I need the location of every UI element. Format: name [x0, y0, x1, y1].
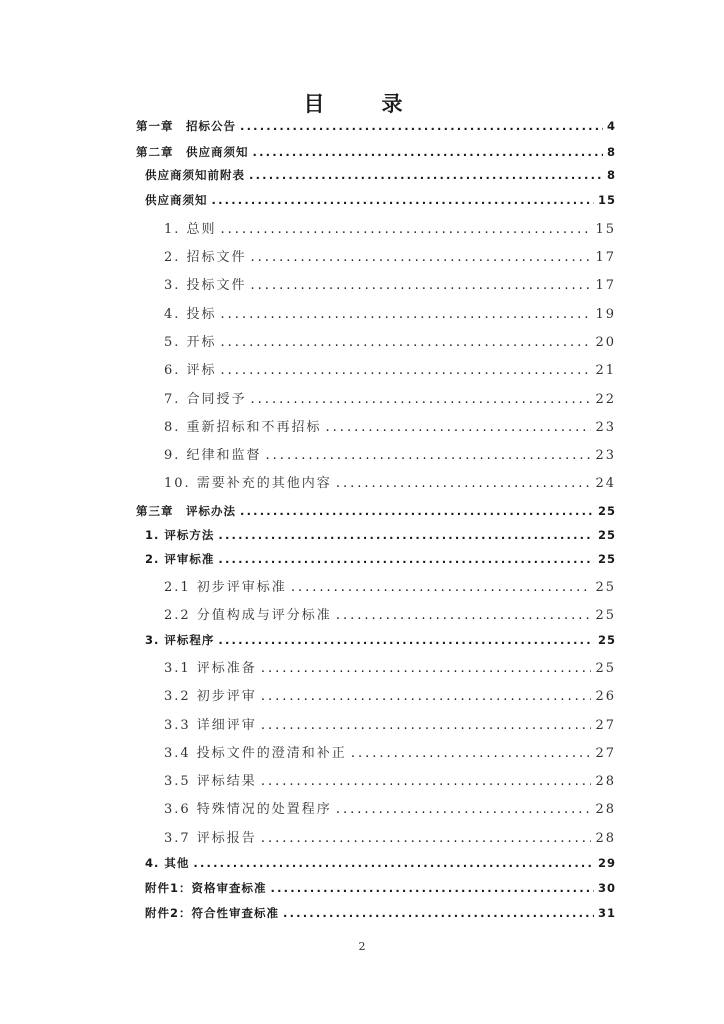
leader-dots — [283, 906, 594, 920]
leader-dots — [212, 193, 594, 207]
toc-entry[interactable] — [164, 331, 616, 350]
toc-entry[interactable] — [164, 444, 616, 463]
toc-entry-label: 5. 开标 — [164, 335, 217, 350]
leader-dots — [261, 689, 592, 704]
toc-entry-page: 25 — [597, 528, 616, 542]
toc-entry-label: 4. 投标 — [164, 307, 217, 322]
toc-entry[interactable] — [164, 576, 616, 595]
toc-entry-label: 3.7 评标报告 — [164, 831, 257, 846]
leader-dots — [240, 504, 594, 518]
toc-entry-page: 28 — [595, 802, 616, 817]
page-number: 2 — [358, 940, 366, 953]
toc-entry-label: 3.6 特殊情况的处置程序 — [164, 802, 332, 817]
toc-entry-label: 3.4 投标文件的澄清和补正 — [164, 746, 347, 761]
toc-entry-page: 22 — [595, 392, 616, 407]
toc-entry-page: 28 — [595, 831, 616, 846]
leader-dots — [240, 119, 603, 133]
toc-entry[interactable] — [164, 770, 616, 789]
toc-entry[interactable] — [136, 118, 616, 134]
toc-entry-page: 25 — [597, 552, 616, 566]
toc-entry[interactable] — [145, 192, 616, 208]
toc-entry[interactable] — [145, 551, 616, 567]
toc-title: 目 录 — [303, 92, 421, 116]
toc-entry-page: 25 — [595, 580, 616, 595]
leader-dots — [221, 363, 592, 378]
leader-dots — [336, 476, 592, 491]
toc-entry-page: 27 — [595, 718, 616, 733]
toc-entry-label: 6. 评标 — [164, 363, 217, 378]
toc-entry-label: 3.1 评标准备 — [164, 661, 257, 676]
toc-entry-page: 25 — [595, 661, 616, 676]
leader-dots — [253, 145, 603, 159]
leader-dots — [271, 881, 594, 895]
toc-entry[interactable] — [164, 472, 616, 491]
toc-entry[interactable] — [164, 416, 616, 435]
toc-entry[interactable] — [164, 303, 616, 322]
leader-dots — [351, 746, 592, 761]
toc-entry-label: 3.3 详细评审 — [164, 718, 257, 733]
toc-entry[interactable] — [164, 714, 616, 733]
toc-entry-label: 7. 合同授予 — [164, 392, 247, 407]
toc-entry[interactable] — [164, 742, 616, 761]
toc-entry-page: 24 — [595, 476, 616, 491]
toc-entry-label: 供应商须知 — [145, 193, 208, 207]
toc-entry-page: 20 — [595, 335, 616, 350]
toc-entry-page: 23 — [595, 448, 616, 463]
toc-entry[interactable] — [145, 905, 616, 921]
leader-dots — [218, 633, 594, 647]
toc-entry-page: 4 — [606, 119, 616, 133]
toc-entry[interactable] — [164, 685, 616, 704]
toc-entry-label: 4. 其他 — [145, 856, 190, 870]
toc-entry-page: 25 — [597, 504, 616, 518]
toc-entry-label: 附件1：资格审查标准 — [145, 881, 267, 895]
toc-entry-page: 21 — [595, 363, 616, 378]
toc-entry[interactable] — [164, 798, 616, 817]
toc-entry-label: 1. 评标方法 — [145, 528, 215, 542]
toc-entry-page: 8 — [606, 145, 616, 159]
toc-entry-label: 2.2 分值构成与评分标准 — [164, 608, 332, 623]
leader-dots — [221, 222, 592, 237]
toc-entry-page: 15 — [595, 222, 616, 237]
toc-entry[interactable] — [164, 359, 616, 378]
toc-entry[interactable] — [136, 144, 616, 160]
toc-entry-label: 第三章 评标办法 — [136, 504, 236, 518]
toc-entry[interactable] — [164, 274, 616, 293]
toc-entry[interactable] — [136, 503, 616, 519]
leader-dots — [326, 420, 592, 435]
toc-entry[interactable] — [145, 880, 616, 896]
toc-entry-page: 17 — [595, 278, 616, 293]
toc-entry-label: 3.5 评标结果 — [164, 774, 257, 789]
toc-entry[interactable] — [164, 218, 616, 237]
leader-dots — [261, 661, 592, 676]
toc-entry-label: 3. 评标程序 — [145, 633, 215, 647]
toc-entry-label: 第二章 供应商须知 — [136, 145, 249, 159]
leader-dots — [193, 856, 594, 870]
leader-dots — [266, 448, 592, 463]
toc-entry[interactable] — [145, 632, 616, 648]
toc-entry-page: 8 — [606, 168, 616, 182]
leader-dots — [336, 802, 592, 817]
toc-entry-label: 附件2：符合性审查标准 — [145, 906, 280, 920]
toc-entry-label: 1. 总则 — [164, 222, 217, 237]
toc-entry-label: 3.2 初步评审 — [164, 689, 257, 704]
toc-entry-page: 25 — [597, 633, 616, 647]
toc-entry-page: 19 — [595, 307, 616, 322]
toc-entry-label: 3. 投标文件 — [164, 278, 247, 293]
toc-entry-label: 10. 需要补充的其他内容 — [164, 476, 332, 491]
toc-entry-label: 9. 纪律和监督 — [164, 448, 262, 463]
toc-entry-page: 29 — [597, 856, 616, 870]
toc-entry-label: 供应商须知前附表 — [145, 168, 245, 182]
leader-dots — [336, 608, 592, 623]
toc-entry-page: 17 — [595, 250, 616, 265]
toc-entry[interactable] — [145, 855, 616, 871]
toc-entry-page: 25 — [595, 608, 616, 623]
toc-entry[interactable] — [164, 827, 616, 846]
leader-dots — [221, 335, 592, 350]
toc-entry-page: 27 — [595, 746, 616, 761]
leader-dots — [261, 718, 592, 733]
toc-entry-label: 2. 招标文件 — [164, 250, 247, 265]
leader-dots — [251, 250, 592, 265]
toc-entry-page: 28 — [595, 774, 616, 789]
leader-dots — [218, 552, 594, 566]
leader-dots — [291, 580, 592, 595]
toc-entry[interactable] — [164, 604, 616, 623]
leader-dots — [261, 774, 592, 789]
toc-entry-page: 26 — [595, 689, 616, 704]
leader-dots — [251, 392, 592, 407]
toc-entry[interactable] — [164, 657, 616, 676]
leader-dots — [251, 278, 592, 293]
toc-entry[interactable] — [145, 527, 616, 543]
toc-entry[interactable] — [145, 167, 616, 183]
toc-entry-page: 15 — [597, 193, 616, 207]
toc-entry-page: 23 — [595, 420, 616, 435]
leader-dots — [218, 528, 594, 542]
toc-entry[interactable] — [164, 246, 616, 265]
toc-entry-label: 8. 重新招标和不再招标 — [164, 420, 322, 435]
toc-entry-page: 31 — [597, 906, 616, 920]
toc-entry[interactable] — [164, 388, 616, 407]
leader-dots — [249, 168, 603, 182]
toc-entry-label: 2. 评审标准 — [145, 552, 215, 566]
toc-entry-label: 2.1 初步评审标准 — [164, 580, 287, 595]
toc-entry-page: 30 — [597, 881, 616, 895]
toc-entry-label: 第一章 招标公告 — [136, 119, 236, 133]
leader-dots — [221, 307, 592, 322]
leader-dots — [261, 831, 592, 846]
